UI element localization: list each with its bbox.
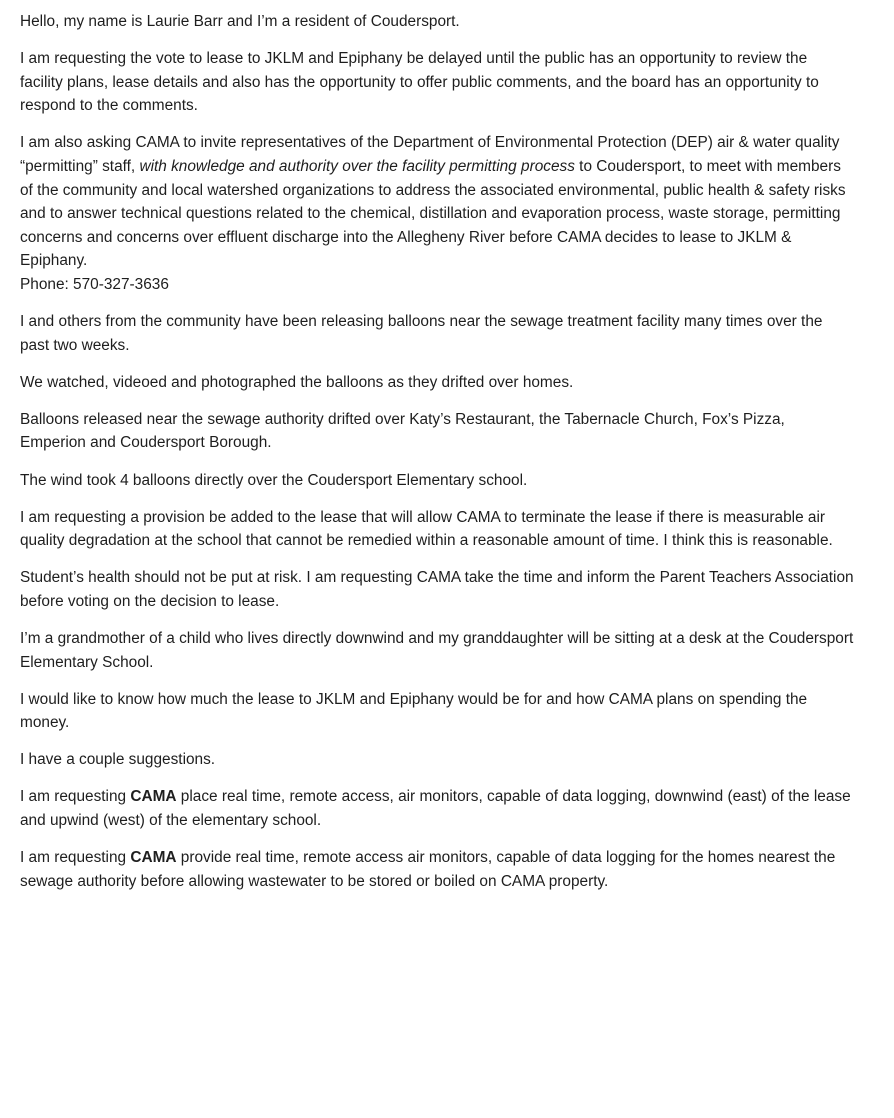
paragraph-delay-request: I am requesting the vote to lease to JKLM and Epiphany be delayed until the public has an opportunity to review the facility plans, lease details and also has the opportunity to offer public comments, and the board has an opportunity to respond to the comments.	[20, 50, 819, 115]
paragraph-balloons-drift: Balloons released near the sewage authority drifted over Katy’s Restaurant, the Tabernacle Church, Fox’s Pizza, Emperion and Coudersport Borough.	[20, 410, 785, 452]
phone-number: Phone: 570-327-3636	[20, 275, 169, 293]
paragraph-suggestions: I have a couple suggestions.	[20, 751, 216, 769]
paragraph-balloons-watched: We watched, videoed and photographed the balloons as they drifted over homes.	[20, 373, 574, 391]
dep-text-before: I am also asking CAMA to invite representatives of the Department of Environmental Protection (DEP) air & water quality “permitting” staff,	[20, 134, 840, 175]
paragraph-greeting: Hello, my name is Laurie Barr and I’m a resident of Coudersport.	[20, 13, 460, 30]
paragraph-lease-provision: I am requesting a provision be added to the lease that will allow CAMA to terminate the lease if there is measurable air quality degradation at the school that cannot be remedied within a reasonable amount of time. I think this is reasonable.	[20, 508, 833, 550]
paragraph-monitors-school	[20, 785, 854, 832]
monitors-school-before: I am requesting	[20, 788, 131, 806]
paragraph-lease-money: I would like to know how much the lease to JKLM and Epiphany would be for and how CAMA plans on spending the money.	[20, 690, 808, 732]
dep-text-after: to Coudersport, to meet with members of the community and local watershed organizations to address the associated environmental, public health & safety risks and to answer technical questions related to the chemical, distillation and evaporation process, waste storage, permitting concerns and concerns over effluent discharge into the Allegheny River before CAMA decides to lease to JKLM & Epiphany.	[20, 157, 846, 270]
paragraph-monitors-homes	[20, 846, 854, 893]
paragraph-school-balloons: The wind took 4 balloons directly over the Coudersport Elementary school.	[20, 471, 528, 489]
paragraph-student-health: Student’s health should not be put at risk. I am requesting CAMA take the time and inform the Parent Teachers Association before voting on the decision to lease.	[20, 569, 854, 610]
dep-text-italic: with knowledge and authority over the facility permitting process	[139, 157, 575, 175]
paragraph-dep-invite	[20, 131, 854, 296]
monitors-school-bold: CAMA	[130, 788, 177, 806]
paragraph-grandmother: I’m a grandmother of a child who lives directly downwind and my granddaughter will be sitting at a desk at the Coudersport Elementary School.	[20, 629, 854, 671]
monitors-homes-before: I am requesting	[20, 849, 131, 867]
monitors-homes-after: provide real time, remote access air monitors, capable of data logging for the homes nearest the sewage authority before allowing wastewater to be stored or boiled on CAMA property.	[20, 849, 836, 890]
monitors-school-after: place real time, remote access, air monitors, capable of data logging, downwind (east) of the lease and upwind (west) of the elementary school.	[20, 788, 851, 830]
paragraph-balloons-release: I and others from the community have been releasing balloons near the sewage treatment facility many times over the past two weeks.	[20, 313, 823, 354]
monitors-homes-bold: CAMA	[130, 849, 177, 867]
